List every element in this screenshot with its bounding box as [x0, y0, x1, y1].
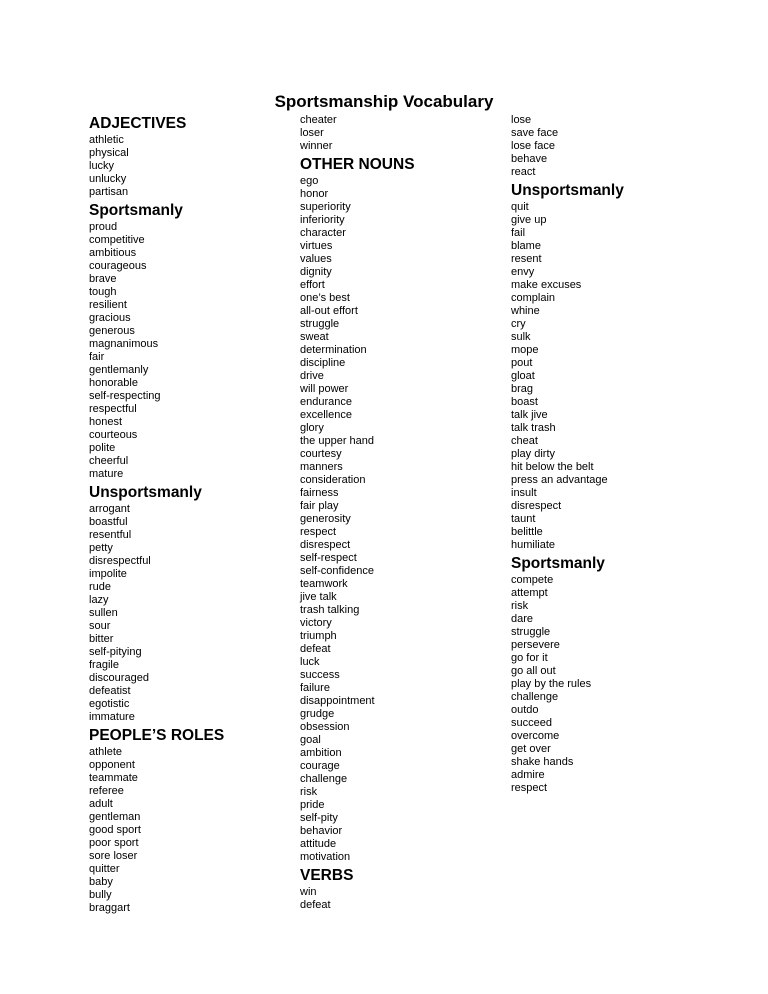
- word-item: win: [300, 886, 317, 898]
- word-item: behavior: [300, 825, 343, 837]
- word-item: gentleman: [89, 811, 141, 823]
- word-item: gentlemanly: [89, 364, 149, 376]
- word-item: make excuses: [511, 279, 582, 291]
- word-item: talk jive: [511, 409, 548, 421]
- word-item: failure: [300, 682, 330, 694]
- word-item: sullen: [89, 607, 118, 619]
- word-item: grudge: [300, 708, 335, 720]
- word-item: athlete: [89, 746, 123, 758]
- word-item: struggle: [511, 626, 551, 638]
- section-heading: VERBS: [300, 867, 354, 884]
- word-item: immature: [89, 711, 135, 723]
- word-list: [511, 201, 624, 552]
- word-item: resentful: [89, 529, 132, 541]
- word-item: disrespect: [511, 500, 562, 512]
- word-list: [300, 886, 415, 912]
- word-item: petty: [89, 542, 113, 554]
- word-item: effort: [300, 279, 325, 291]
- word-item: overcome: [511, 730, 560, 742]
- word-item: inferiority: [300, 214, 345, 226]
- word-item: will power: [300, 383, 349, 395]
- word-item: sore loser: [89, 850, 138, 862]
- word-item: honest: [89, 416, 123, 428]
- word-item: brave: [89, 273, 117, 285]
- word-item: humiliate: [511, 539, 556, 551]
- column-1: [89, 114, 224, 915]
- word-list: [89, 746, 224, 915]
- word-item: goal: [300, 734, 321, 746]
- word-item: challenge: [300, 773, 348, 785]
- word-item: compete: [511, 574, 554, 586]
- word-item: sweat: [300, 331, 329, 343]
- word-item: glory: [300, 422, 324, 434]
- vocab-section: [300, 155, 415, 864]
- section-heading: Sportsmanly: [89, 202, 183, 219]
- word-item: braggart: [89, 902, 130, 914]
- word-item: referee: [89, 785, 124, 797]
- word-item: lazy: [89, 594, 109, 606]
- word-item: character: [300, 227, 346, 239]
- word-item: fairness: [300, 487, 339, 499]
- word-item: resilient: [89, 299, 127, 311]
- word-item: disrespect: [300, 539, 351, 551]
- word-item: determination: [300, 344, 367, 356]
- word-item: self-confidence: [300, 565, 374, 577]
- word-item: resent: [511, 253, 542, 265]
- word-item: physical: [89, 147, 129, 159]
- word-item: brag: [511, 383, 534, 395]
- word-item: boast: [511, 396, 538, 408]
- word-item: mope: [511, 344, 539, 356]
- word-item: motivation: [300, 851, 351, 863]
- word-item: the upper hand: [300, 435, 375, 447]
- vocab-section: [511, 554, 624, 795]
- word-item: consideration: [300, 474, 366, 486]
- word-item: defeat: [300, 899, 331, 911]
- vocab-section: [300, 114, 415, 153]
- word-item: lose: [511, 114, 532, 126]
- word-list: [300, 175, 415, 864]
- word-list: [300, 114, 415, 153]
- word-item: teamwork: [300, 578, 348, 590]
- word-item: taunt: [511, 513, 536, 525]
- word-item: attitude: [300, 838, 337, 850]
- word-item: whine: [511, 305, 540, 317]
- word-item: discouraged: [89, 672, 149, 684]
- word-item: adult: [89, 798, 113, 810]
- word-item: dignity: [300, 266, 332, 278]
- word-item: disappointment: [300, 695, 375, 707]
- word-item: attempt: [511, 587, 548, 599]
- word-list: [89, 503, 224, 724]
- word-list: [89, 221, 224, 481]
- word-item: admire: [511, 769, 545, 781]
- section-heading: OTHER NOUNS: [300, 156, 415, 173]
- word-item: succeed: [511, 717, 552, 729]
- section-heading: Sportsmanly: [511, 555, 605, 572]
- word-item: rude: [89, 581, 112, 593]
- word-item: gloat: [511, 370, 535, 382]
- word-item: fair play: [300, 500, 339, 512]
- word-item: self-pity: [300, 812, 338, 824]
- word-item: quit: [511, 201, 529, 213]
- word-item: winner: [300, 140, 333, 152]
- word-item: quitter: [89, 863, 120, 875]
- word-item: lucky: [89, 160, 115, 172]
- word-item: self-pitying: [89, 646, 142, 658]
- word-item: persevere: [511, 639, 560, 651]
- word-item: ambition: [300, 747, 342, 759]
- word-item: self-respect: [300, 552, 357, 564]
- section-heading: ADJECTIVES: [89, 115, 187, 132]
- word-item: boastful: [89, 516, 128, 528]
- word-item: ambitious: [89, 247, 137, 259]
- word-item: success: [300, 669, 340, 681]
- word-item: challenge: [511, 691, 559, 703]
- word-item: get over: [511, 743, 551, 755]
- word-item: competitive: [89, 234, 145, 246]
- section-heading: Unsportsmanly: [89, 484, 202, 501]
- word-item: honorable: [89, 377, 138, 389]
- word-item: poor sport: [89, 837, 139, 849]
- word-item: athletic: [89, 134, 124, 146]
- word-item: impolite: [89, 568, 127, 580]
- word-item: courteous: [89, 429, 138, 441]
- word-item: cheat: [511, 435, 538, 447]
- word-item: belittle: [511, 526, 543, 538]
- section-heading: Unsportsmanly: [511, 182, 624, 199]
- word-item: tough: [89, 286, 117, 298]
- vocab-section: [89, 726, 224, 915]
- word-item: bully: [89, 889, 112, 901]
- word-item: one’s best: [300, 292, 350, 304]
- word-item: hit below the belt: [511, 461, 594, 473]
- word-item: values: [300, 253, 332, 265]
- word-item: excellence: [300, 409, 352, 421]
- vocab-section: [89, 483, 224, 724]
- word-item: respect: [511, 782, 548, 794]
- word-item: opponent: [89, 759, 135, 771]
- vocab-section: [89, 201, 224, 481]
- vocab-section: [89, 114, 224, 199]
- word-item: defeat: [300, 643, 331, 655]
- vocab-section: [300, 866, 415, 912]
- word-item: fail: [511, 227, 526, 239]
- word-item: pout: [511, 357, 533, 369]
- word-item: self-respecting: [89, 390, 161, 402]
- word-item: outdo: [511, 704, 539, 716]
- word-item: gracious: [89, 312, 131, 324]
- column-3: [511, 114, 624, 795]
- word-item: unlucky: [89, 173, 127, 185]
- column-2: [300, 114, 415, 912]
- word-item: fair: [89, 351, 105, 363]
- word-item: baby: [89, 876, 113, 888]
- word-item: mature: [89, 468, 124, 480]
- word-item: ego: [300, 175, 319, 187]
- word-item: trash talking: [300, 604, 360, 616]
- word-item: cheerful: [89, 455, 129, 467]
- word-item: drive: [300, 370, 324, 382]
- word-item: all-out effort: [300, 305, 358, 317]
- vocab-section: [511, 181, 624, 552]
- word-item: obsession: [300, 721, 350, 733]
- word-item: luck: [300, 656, 320, 668]
- word-item: go all out: [511, 665, 556, 677]
- section-heading: PEOPLE’S ROLES: [89, 727, 225, 744]
- word-item: play dirty: [511, 448, 556, 460]
- word-item: complain: [511, 292, 556, 304]
- word-item: play by the rules: [511, 678, 592, 690]
- word-item: virtues: [300, 240, 333, 252]
- word-item: jive talk: [300, 591, 337, 603]
- word-item: dare: [511, 613, 534, 625]
- word-item: teammate: [89, 772, 138, 784]
- word-item: manners: [300, 461, 343, 473]
- word-item: respectful: [89, 403, 137, 415]
- word-item: blame: [511, 240, 541, 252]
- word-item: behave: [511, 153, 548, 165]
- word-item: cheater: [300, 114, 337, 126]
- word-item: partisan: [89, 186, 129, 198]
- word-item: loser: [300, 127, 324, 139]
- word-item: insult: [511, 487, 537, 499]
- word-item: shake hands: [511, 756, 574, 768]
- word-item: sulk: [511, 331, 531, 343]
- page-title: Sportsmanship Vocabulary: [274, 92, 494, 111]
- word-list: [89, 134, 224, 199]
- word-item: triumph: [300, 630, 337, 642]
- word-item: react: [511, 166, 536, 178]
- word-item: victory: [300, 617, 332, 629]
- word-item: lose face: [511, 140, 556, 152]
- word-item: bitter: [89, 633, 114, 645]
- word-item: press an advantage: [511, 474, 608, 486]
- word-item: cry: [511, 318, 526, 330]
- word-item: save face: [511, 127, 559, 139]
- word-item: fragile: [89, 659, 119, 671]
- word-item: sour: [89, 620, 111, 632]
- word-item: generosity: [300, 513, 351, 525]
- word-item: risk: [511, 600, 529, 612]
- word-item: arrogant: [89, 503, 130, 515]
- word-item: courageous: [89, 260, 147, 272]
- word-item: give up: [511, 214, 547, 226]
- word-item: go for it: [511, 652, 548, 664]
- word-item: superiority: [300, 201, 351, 213]
- word-item: proud: [89, 221, 118, 233]
- word-item: pride: [300, 799, 325, 811]
- word-list: [511, 574, 624, 795]
- word-item: polite: [89, 442, 116, 454]
- word-item: struggle: [300, 318, 340, 330]
- word-item: risk: [300, 786, 318, 798]
- word-item: generous: [89, 325, 135, 337]
- word-item: courage: [300, 760, 340, 772]
- word-item: magnanimous: [89, 338, 159, 350]
- word-item: disrespectful: [89, 555, 151, 567]
- word-list: [511, 114, 624, 179]
- word-item: respect: [300, 526, 337, 538]
- word-item: defeatist: [89, 685, 131, 697]
- word-item: honor: [300, 188, 329, 200]
- word-item: talk trash: [511, 422, 556, 434]
- word-item: egotistic: [89, 698, 130, 710]
- word-item: good sport: [89, 824, 141, 836]
- vocab-section: [511, 114, 624, 179]
- word-item: courtesy: [300, 448, 342, 460]
- word-item: envy: [511, 266, 535, 278]
- word-item: discipline: [300, 357, 346, 369]
- word-item: endurance: [300, 396, 352, 408]
